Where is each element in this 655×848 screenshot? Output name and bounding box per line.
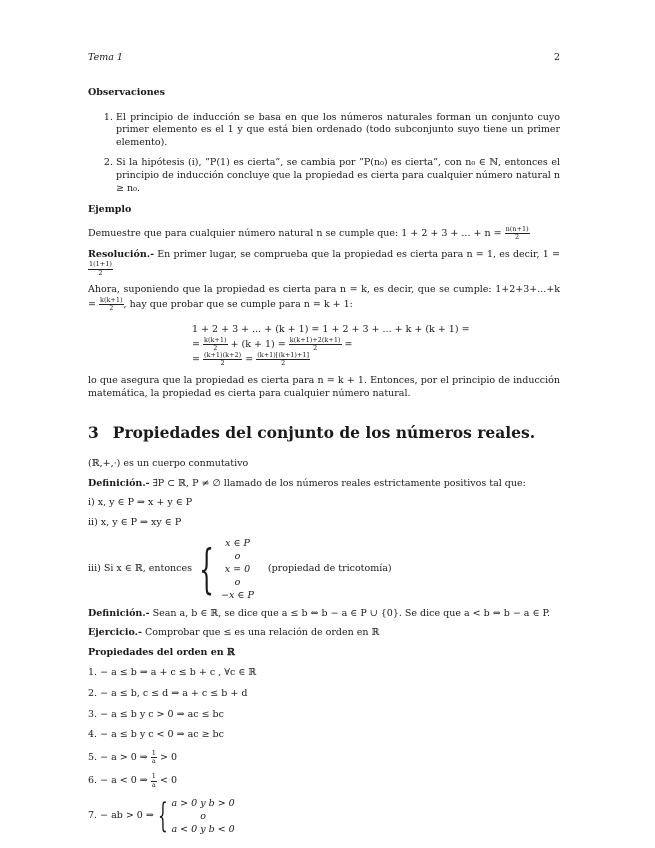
- conclusion-paragraph: lo que asegura que la propiedad es cierta para n = k + 1. Entonces, por el principio de inducción matemática, la propiedad es cierta para cualquier número natural.: [88, 375, 560, 399]
- induction-equations: [192, 324, 560, 367]
- case-item: a > 0 y b > 0: [171, 797, 235, 809]
- case-item: a < 0 y b < 0: [171, 823, 235, 835]
- statement-text: Demuestre que para cualquier número natural n se cumple que: 1 + 2 + 3 + ... + n =: [88, 228, 502, 240]
- case-item: o: [200, 810, 206, 822]
- tricotomia-cases: [221, 537, 254, 603]
- definition-text: Sean a, b ∈ ℝ, se dice que a ≤ b ⇔ b − a ∈ P ∪ {0}. Se dice que a < b ⇔ b − a ∈ P.: [149, 607, 551, 619]
- property-7-label: 7. − ab > 0 ⇒: [88, 810, 154, 821]
- left-brace: {: [157, 796, 168, 837]
- ejercicio-label: Ejercicio.-: [88, 627, 142, 639]
- axiom-iii-label: iii) Si x ∈ ℝ, entonces: [88, 563, 192, 575]
- section-number: 3: [88, 422, 99, 442]
- case-item: −x ∈ P: [221, 590, 254, 602]
- header-title: Tema 1: [88, 52, 123, 63]
- definition-label: Definición.-: [88, 607, 150, 619]
- resolucion-paragraph: [88, 249, 560, 277]
- property-item: 4. − a ≤ b y c < 0 ⇒ ac ≥ bc: [88, 729, 224, 741]
- equation-line: 1 + 2 + 3 + ... + (k + 1) = 1 + 2 + 3 + ... + k + (k + 1) =: [192, 323, 470, 335]
- fraction: $\frac{k(k+1)}{2}$: [100, 295, 123, 312]
- ejemplo-statement: [88, 226, 560, 241]
- ejercicio-text: Comprobar que ≤ es una relación de orden en ℝ: [141, 627, 380, 639]
- list-item: 2. Si la hipótesis (i), ”P(1) es cierta”, se cambia por ”P(n₀) es cierta”, con n₀ ∈ ℕ, entonces el principio de inducción concluye que la propiedad es cierta para cualquier número natural n ≥ n₀.: [116, 157, 560, 195]
- page: [88, 52, 560, 841]
- fraction: $\frac{n(n+1)}{2}$: [505, 225, 529, 242]
- fraction: $\frac{1(1+1)}{2}$: [89, 260, 112, 277]
- section-heading: [88, 423, 560, 444]
- ejemplo-heading: Ejemplo: [88, 203, 132, 215]
- tricotomia-note: (propiedad de tricotomía): [267, 563, 392, 575]
- property-item: 1. − a ≤ b ⇒ a + c ≤ b + c , ∀c ∈ ℝ: [88, 666, 257, 678]
- axiom-iii: [88, 537, 560, 603]
- definition-label: Definición.-: [88, 477, 150, 489]
- property-item: 3. − a ≤ b y c > 0 ⇒ ac ≤ bc: [88, 708, 224, 720]
- case-item: o: [234, 577, 241, 589]
- page-number: 2: [553, 52, 560, 63]
- resolucion-label: Resolución.-: [88, 248, 155, 260]
- left-brace: {: [199, 539, 214, 600]
- equation-line: = $\frac{(k+1)(k+2)}{2}$ = $\frac{(k+1)[(k+1)+1]}{2}$: [192, 350, 310, 368]
- case-item: o: [234, 551, 241, 563]
- cuerpo-text: (ℝ,+,·) es un cuerpo conmutativo: [88, 457, 249, 469]
- props-heading: Propiedades del orden en ℝ: [88, 647, 235, 659]
- resolucion-text: En primer lugar, se comprueba que la propiedad es cierta para n = 1, es decir, 1 =: [154, 248, 560, 260]
- case-item: x = 0: [224, 564, 251, 576]
- ahora-tail: , hay que probar que se cumple para n = k + 1:: [123, 298, 353, 310]
- definition-text: ∃P ⊂ ℝ, P ≠ ∅ llamado de los números reales estrictamente positivos tal que:: [149, 477, 526, 489]
- section-title: Propiedades del conjunto de los números reales.: [112, 422, 536, 442]
- property-item: 6. − a < 0 ⇒ $\frac{1}{a}$ < 0: [88, 772, 177, 789]
- ahora-text: Ahora, suponiendo que la propiedad es cierta para n = k, es decir, que se cumple: 1+2+3+...+k =: [88, 283, 560, 310]
- ejercicio: [88, 627, 560, 640]
- ahora-paragraph: [88, 284, 560, 312]
- observaciones-list: [88, 112, 560, 196]
- property-item: 5. − a > 0 ⇒ $\frac{1}{a}$ > 0: [88, 749, 177, 766]
- case-item: x ∈ P: [225, 537, 250, 549]
- axiom-ii: ii) x, y ∈ P ⇒ xy ∈ P: [88, 517, 182, 529]
- axiom-i: i) x, y ∈ P ⇒ x + y ∈ P: [88, 497, 193, 509]
- list-item: 1. El principio de inducción se basa en que los números naturales forman un conjunto cuyo primer elemento es el 1 y que está bien ordenado (todo subconjunto suyo tiene un primer elemento).: [116, 112, 560, 150]
- property-item: 2. − a ≤ b, c ≤ d ⇒ a + c ≤ b + d: [88, 687, 248, 699]
- property-7-cases: [171, 797, 234, 836]
- page-header: [88, 52, 560, 65]
- equation-line: = $\frac{k(k+1)}{2}$ + (k + 1) = $\frac{k(k+1)+2(k+1)}{2}$ =: [192, 335, 353, 352]
- definition-2: [88, 608, 560, 621]
- observaciones-heading: Observaciones: [88, 86, 166, 98]
- definition-1: [88, 478, 560, 491]
- property-item: [88, 797, 560, 836]
